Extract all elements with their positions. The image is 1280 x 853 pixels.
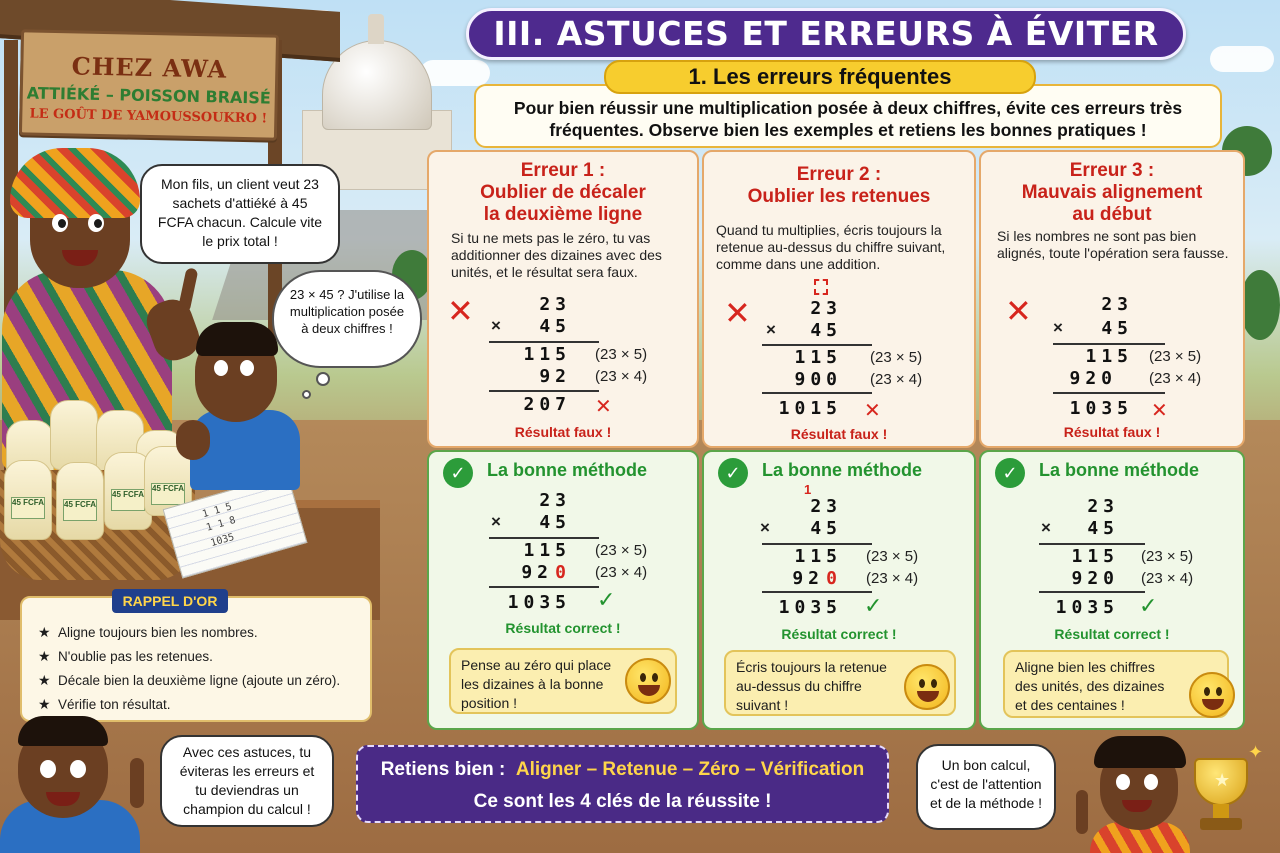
basilica-lantern (368, 14, 384, 44)
partial-product-2: 92 (792, 568, 824, 589)
notebook-line: 1 1 8 (205, 514, 238, 534)
pupil (58, 219, 66, 228)
notebook-line: 1 1 5 (201, 501, 234, 521)
partial-note-1: (23 × 5) (866, 548, 919, 565)
missing-carry-box (814, 279, 828, 295)
attieke-bag (50, 400, 98, 470)
shift-zero: 0 (826, 568, 842, 589)
partial-note-2: (23 × 4) (595, 564, 648, 581)
key-takeaway-line-2: Ce sont les 4 clés de la réussite ! (473, 791, 772, 812)
cloud (1210, 46, 1274, 72)
partial-note-2: (23 × 4) (870, 371, 923, 388)
tip-text: Pense au zéro qui place les dizaines à la bonne position ! (461, 657, 612, 711)
key-takeaway-banner (356, 745, 889, 823)
pointing-finger (178, 267, 199, 313)
good-method-card-1 (427, 450, 699, 730)
price-label: 45 FCFA (151, 483, 185, 505)
sparkle-icon: ✦ (1248, 742, 1264, 762)
multiplicand: 23 (1101, 294, 1133, 315)
error-title: Mauvais alignement (1021, 182, 1203, 203)
tree (1240, 270, 1280, 340)
partial-product-1: 115 (523, 540, 571, 561)
verdict: Résultat correct ! (781, 626, 897, 642)
multiplier: 45 (539, 316, 571, 337)
multiplicand: 23 (1087, 496, 1119, 517)
golden-reminder-box (20, 596, 372, 722)
good-method-heading: La bonne méthode (1039, 460, 1200, 480)
trophy-base (1200, 818, 1242, 830)
verdict: Résultat faux ! (790, 426, 888, 442)
star-icon: ★ (1214, 770, 1231, 790)
operation-line (762, 591, 872, 593)
operation-line (489, 390, 599, 392)
attieke-bag (56, 462, 104, 540)
reminder-text: Décale bien la deuxième ligne (ajoute un zéro). (58, 673, 341, 688)
error-label: Erreur 1 : (520, 160, 606, 181)
result: 207 (523, 394, 571, 415)
sign-name: CHEZ AWA (71, 51, 228, 84)
reminder-item (38, 648, 213, 665)
operation-line (1039, 591, 1145, 593)
pointing-finger (130, 758, 144, 808)
boy-hair (18, 716, 108, 746)
reminder-item (38, 696, 171, 713)
pupil (94, 219, 102, 228)
boy-thought-text: 23 × 45 ? J'utilise la multiplication posée à deux chiffres ! (289, 287, 405, 336)
error-title: Oublier les retenues (747, 186, 931, 207)
partial-note-2: (23 × 4) (866, 570, 919, 587)
multiplicand: 23 (539, 490, 571, 511)
checkmark-icon: ✓ (597, 588, 616, 613)
pointing-finger (1076, 790, 1088, 834)
golden-reminder-title: RAPPEL D'OR (112, 589, 228, 613)
partial-note-1: (23 × 5) (595, 542, 648, 559)
tip-text: Écris toujours la retenue au-dessus du chiffre suivant ! (736, 659, 887, 713)
reminder-text: N'oublie pas les retenues. (58, 649, 213, 664)
error-card-1 (427, 150, 699, 448)
reminder-text: Aligne toujours bien les nombres. (58, 625, 258, 640)
wrong-x-icon: ✕ (447, 292, 474, 330)
key-takeaway-line-1 (358, 759, 887, 781)
operation-line (489, 537, 599, 539)
good-method-heading: La bonne méthode (762, 460, 923, 480)
error-card-2 (702, 150, 976, 448)
partial-note-2: (23 × 4) (1149, 370, 1202, 387)
eye (240, 360, 254, 376)
reminder-text: Vérifie ton résultat. (58, 697, 171, 712)
checkmark-icon: ✓ (864, 594, 883, 619)
check-badge-icon: ✓ (443, 458, 473, 488)
multiplicand: 23 (539, 294, 571, 315)
multiplier: 45 (1087, 518, 1119, 539)
good-method-heading: La bonne méthode (487, 460, 648, 480)
check-badge-icon: ✓ (718, 458, 748, 488)
partial-product-2: 92 (521, 562, 553, 583)
multiplier: 45 (539, 512, 571, 533)
partial-note-1: (23 × 5) (1149, 348, 1202, 365)
error-title: Oublier de décaler (480, 182, 646, 203)
star-icon: ★ (38, 648, 51, 664)
multiplier: 45 (810, 518, 842, 539)
partial-note-1: (23 × 5) (870, 349, 923, 366)
thought-dot (316, 372, 330, 386)
times-sign: × (491, 316, 501, 335)
operation-line (762, 392, 872, 394)
error-label: Erreur 3 : (1069, 160, 1155, 181)
partial-product-1: 115 (794, 546, 842, 567)
verdict: Résultat faux ! (1063, 424, 1161, 440)
error-card-3 (979, 150, 1245, 448)
vendor-speech-text: Mon fils, un client veut 23 sachets d'attiéké à 45 FCFA chacun. Calcule vite le prix total ! (157, 176, 323, 249)
wrong-x-icon: ✕ (1005, 292, 1032, 330)
wrong-x-icon: ✕ (864, 398, 881, 422)
sign-slogan: LE GOÛT DE YAMOUSSOUKRO ! (29, 106, 268, 127)
operation-line (1039, 543, 1145, 545)
partial-product-2: 920 (1071, 568, 1119, 589)
star-icon: ★ (38, 672, 51, 688)
good-method-card-3 (979, 450, 1245, 730)
attieke-bag (4, 460, 52, 540)
eye (1116, 774, 1130, 790)
operation-line (1053, 343, 1165, 345)
vendor-headwrap (10, 148, 140, 218)
partial-note-2: (23 × 4) (595, 368, 648, 385)
times-sign: × (1053, 318, 1063, 337)
partial-product-2: 900 (794, 369, 842, 390)
page-title: III. ASTUCES ET ERREURS À ÉVITER (466, 8, 1186, 60)
eye (1144, 774, 1158, 790)
partial-product-1: 115 (794, 347, 842, 368)
error-description: Si les nombres ne sont pas bien alignés, toute l'opération sera fausse. (997, 228, 1229, 261)
partial-note-1: (23 × 5) (595, 346, 648, 363)
star-icon: ★ (38, 624, 51, 640)
vendor-speech-bubble (140, 164, 340, 264)
girl-speech-text: Un bon calcul, c'est de l'attention et de la méthode ! (929, 757, 1043, 811)
operation-line (762, 543, 872, 545)
shift-zero: 0 (555, 562, 571, 583)
times-sign: × (766, 320, 776, 339)
sign-menu: ATTIÉKÉ – POISSON BRAISÉ (26, 83, 272, 108)
section-subtitle: 1. Les erreurs fréquentes (604, 60, 1036, 94)
partial-product-1: 115 (523, 344, 571, 365)
multiplicand: 23 (810, 298, 842, 319)
key-takeaway-label: Retiens bien : (380, 759, 506, 780)
carry-digit: 1 (804, 482, 812, 497)
error-title: au début (1072, 204, 1152, 225)
operation-line (762, 344, 872, 346)
good-method-card-2 (702, 450, 976, 730)
price-label: 45 FCFA (11, 497, 45, 519)
operation-line (1053, 392, 1165, 394)
girl-braids (1094, 736, 1186, 768)
tip-text: Aligne bien les chiffres des unités, des dizaines et des centaines ! (1015, 659, 1165, 713)
multiplier: 45 (1101, 318, 1133, 339)
wrong-x-icon: ✕ (724, 294, 751, 332)
verdict: Résultat correct ! (1054, 626, 1170, 642)
error-description: Quand tu multiplies, écris toujours la retenue au-dessus du chiffre suivant, comme dans une addition. (716, 222, 946, 272)
price-label: 45 FCFA (63, 499, 97, 521)
operation-line (489, 341, 599, 343)
boy-thought-bubble (272, 270, 422, 368)
error-description: Si tu ne mets pas le zéro, tu vas additionner des dizaines avec des unités, et le résultat sera faux. (451, 230, 662, 280)
error-label: Erreur 2 : (796, 164, 882, 185)
eye (40, 760, 56, 778)
reminder-item (38, 624, 258, 641)
times-sign: × (760, 518, 770, 537)
operation-line (489, 586, 599, 588)
girl-speech-bubble (916, 744, 1056, 830)
star-icon: ★ (38, 696, 51, 712)
error-title: la deuxième ligne (483, 204, 643, 225)
partial-product-2: 920 (1069, 368, 1117, 389)
intro-paragraph: Pour bien réussir une multiplication posée à deux chiffres, évite ces erreurs très fréquentes. Observe bien les exemples et retiens les bonnes pratiques ! (513, 98, 1183, 140)
partial-product-2: 92 (539, 366, 571, 387)
boy-arm (176, 420, 210, 460)
stall-sign (19, 29, 279, 140)
price-label: 45 FCFA (111, 489, 145, 511)
boy-speech-bubble (160, 735, 334, 827)
smiley-icon (1189, 672, 1235, 718)
result: 1035 (1069, 398, 1133, 419)
partial-product-1: 115 (1085, 346, 1133, 367)
eye (70, 760, 86, 778)
key-takeaway-keys: Aligner – Retenue – Zéro – Vérification (515, 759, 865, 780)
result: 1035 (507, 592, 571, 613)
check-badge-icon: ✓ (995, 458, 1025, 488)
multiplier: 45 (810, 320, 842, 341)
verdict: Résultat faux ! (514, 424, 612, 440)
verdict: Résultat correct ! (505, 620, 621, 636)
boy-hair (196, 322, 278, 356)
wrong-x-icon: ✕ (595, 394, 612, 418)
partial-product-1: 115 (1071, 546, 1119, 567)
partial-note-1: (23 × 5) (1141, 548, 1194, 565)
thought-dot (302, 390, 311, 399)
times-sign: × (491, 512, 501, 531)
smiley-thumbs-up-icon (904, 664, 950, 710)
partial-note-2: (23 × 4) (1141, 570, 1194, 587)
smiley-icon (625, 658, 671, 704)
reminder-item (38, 672, 340, 689)
wrong-x-icon: ✕ (1151, 398, 1168, 422)
notebook-line: 1035 (209, 531, 236, 550)
result: 1035 (778, 597, 842, 618)
boy-speech-text: Avec ces astuces, tu éviteras les erreurs et tu deviendras un champion du calcul ! (179, 744, 315, 817)
checkmark-icon: ✓ (1139, 594, 1158, 619)
times-sign: × (1041, 518, 1051, 537)
eye (214, 360, 228, 376)
result: 1015 (778, 398, 842, 419)
multiplicand: 23 (810, 496, 842, 517)
result: 1035 (1055, 597, 1119, 618)
